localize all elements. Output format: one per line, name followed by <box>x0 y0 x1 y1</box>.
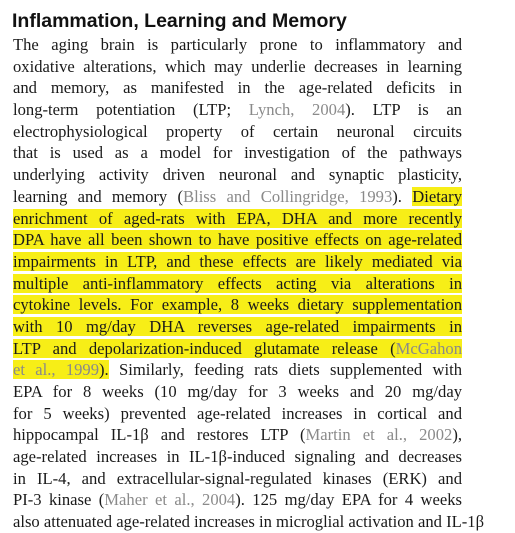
text-line <box>13 34 462 56</box>
highlighted-text: LTP and depolarization-induced glutamate release ( <box>13 338 396 358</box>
text-line <box>13 186 462 208</box>
text-line <box>13 121 462 143</box>
text-line <box>13 446 462 468</box>
body-text-span: also attenuated age-related increases in microglial activation and IL-1β <box>13 512 485 532</box>
text-line <box>13 77 462 99</box>
body-text-span: long-term potentiation (LTP; <box>13 100 249 120</box>
text-line <box>13 56 462 78</box>
body-text-span: ), <box>452 425 463 445</box>
body-paragraph <box>13 34 485 533</box>
highlighted-text: DPA have all been shown to have positive effects on age-related <box>13 230 462 250</box>
highlighted-text: cytokine levels. For example, 8 weeks dietary supplementation <box>13 295 462 315</box>
text-line <box>13 294 462 316</box>
body-text-span: that is used as a model for investigation of the pathways <box>13 143 462 163</box>
text-line <box>13 229 462 251</box>
text-line <box>13 316 462 338</box>
highlighted-text: enrichment of aged-rats with EPA, DHA and more recently <box>13 208 462 228</box>
highlighted-text: with 10 mg/day DHA reverses age-related impairments in <box>13 316 462 336</box>
body-text-span: for 5 weeks) prevented age-related increases in cortical and <box>13 403 462 423</box>
citation-link[interactable]: McGahon <box>395 338 462 358</box>
text-line <box>13 359 462 381</box>
text-line <box>13 468 462 490</box>
body-text-span: underlying activity driven neuronal and synaptic plasticity, <box>13 165 462 185</box>
highlighted-text: ). <box>99 360 109 380</box>
text-line <box>13 403 462 425</box>
section-heading: Inflammation, Learning and Memory <box>12 10 347 32</box>
body-text-span: Similarly, feeding rats diets supplemented with <box>108 360 462 380</box>
text-line <box>13 424 462 446</box>
body-text-span: PI-3 kinase ( <box>13 490 105 510</box>
citation-link[interactable]: Lynch, 2004 <box>248 100 346 120</box>
citation-link[interactable]: Bliss and Collingridge, 1993 <box>183 186 393 206</box>
citation-link[interactable]: et al., 1999 <box>13 360 100 380</box>
body-text-span: hippocampal IL-1β and restores LTP ( <box>13 425 306 445</box>
body-text-span: The aging brain is particularly prone to inflammatory and <box>13 35 462 54</box>
body-text-span: oxidative alterations, which may underlie decreases in learning <box>13 56 462 76</box>
text-line <box>13 511 485 533</box>
text-line <box>13 273 462 295</box>
highlighted-text: Dietary <box>412 186 462 206</box>
highlighted-text: multiple anti-inflammatory effects acting via alterations in <box>13 273 462 293</box>
text-line <box>13 208 462 230</box>
body-text-span: and memory, as manifested in the age-related deficits in <box>13 78 462 98</box>
text-line <box>13 142 462 164</box>
body-text-span: age-related increases in IL-1β-induced signaling and decreases <box>13 447 462 467</box>
body-text-span: learning and memory ( <box>13 186 184 206</box>
body-text-span: ). <box>392 186 413 206</box>
highlighted-text: impairments in LTP, and these effects are likely mediated via <box>13 251 462 271</box>
text-line <box>13 251 462 273</box>
body-text-span: ). LTP is an <box>345 100 462 120</box>
body-text-span: ). 125 mg/day EPA for 4 weeks <box>235 490 462 510</box>
text-line <box>13 489 462 511</box>
body-text-span: in IL-4, and extracellular-signal-regulated kinases (ERK) and <box>13 468 462 488</box>
text-line <box>13 99 462 121</box>
body-text-span: EPA for 8 weeks (10 mg/day for 3 weeks and 20 mg/day <box>13 382 462 401</box>
citation-link[interactable]: Maher et al., 2004 <box>104 490 236 510</box>
citation-link[interactable]: Martin et al., 2002 <box>305 425 453 445</box>
text-line <box>13 381 462 403</box>
body-text-span: electrophysiological property of certain neuronal circuits <box>13 121 462 141</box>
text-line <box>13 338 462 360</box>
text-line <box>13 164 462 186</box>
